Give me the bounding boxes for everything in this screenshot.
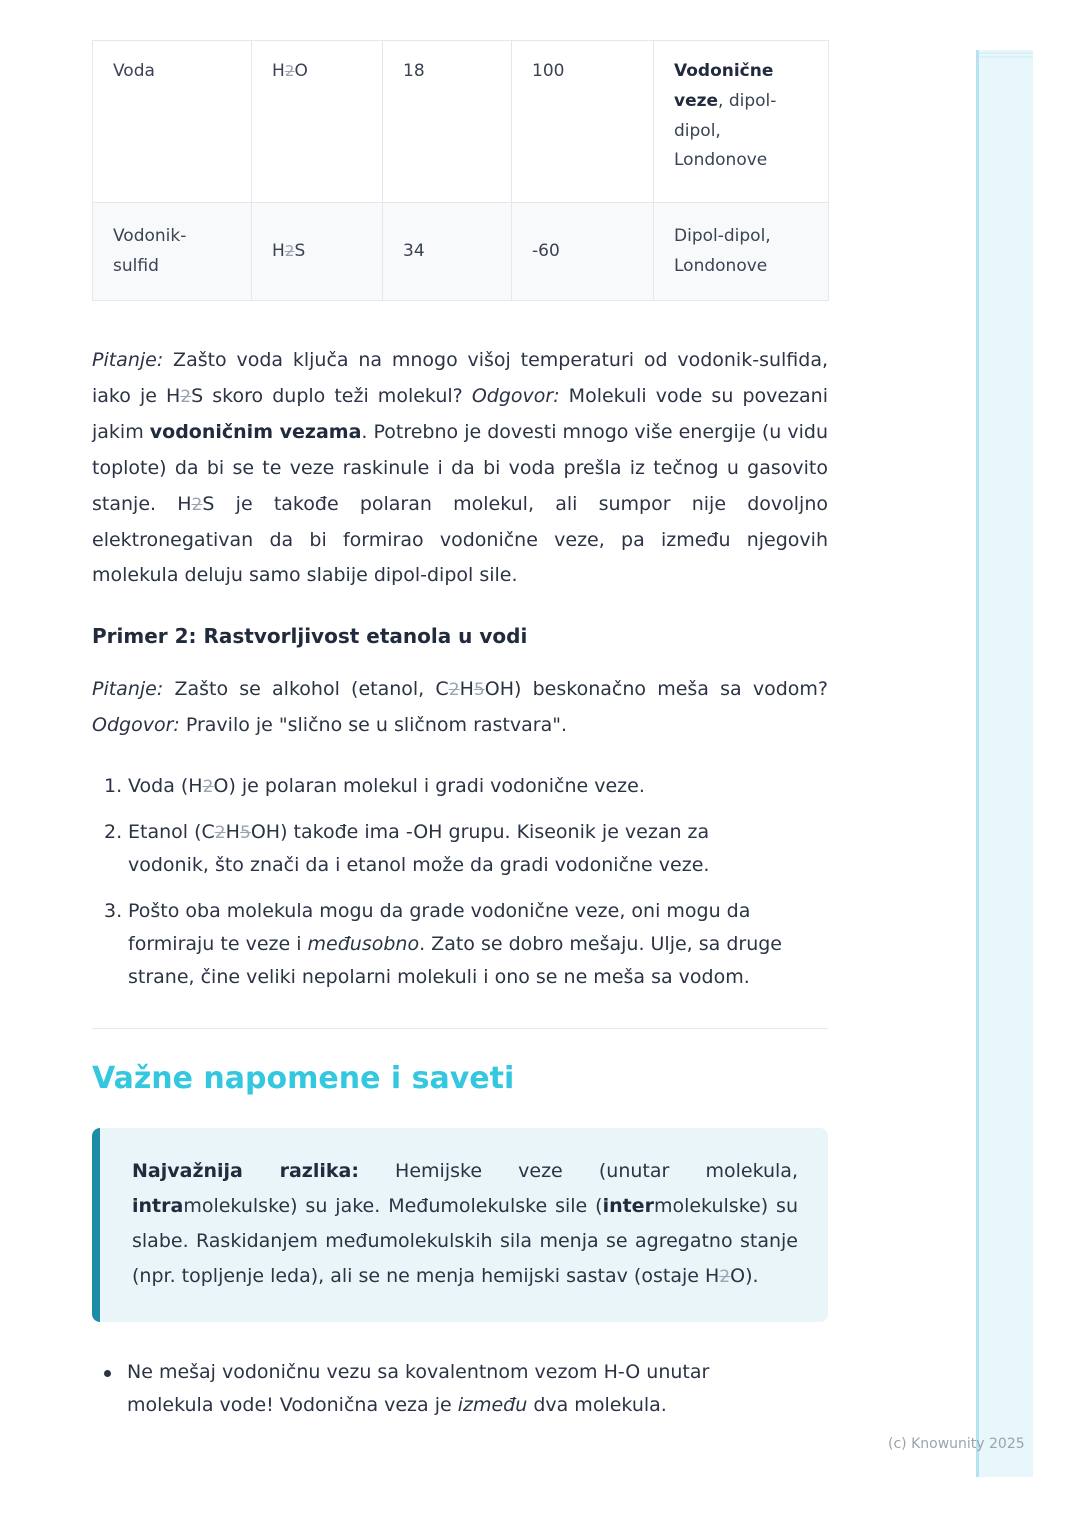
- cell-forces: Dipol-dipol, Londonove: [654, 203, 829, 301]
- cell-molar-mass: 34: [383, 203, 512, 301]
- list-item-text: Voda (H2O) je polaran molekul i gradi vodonične veze.: [128, 775, 645, 798]
- page-edge-line: [979, 52, 1033, 54]
- numbered-list: [92, 770, 828, 994]
- copyright-notice: (c) Knowunity 2025: [888, 1436, 1025, 1452]
- list-number: 2.: [104, 821, 123, 844]
- list-number: 3.: [104, 900, 123, 923]
- paragraph-question-ethanol: Pitanje: Zašto se alkohol (etanol, C2H5OH) beskonačno meša sa vodom? Odgovor: Pravilo je "slično se u sličnom rastvara".: [92, 678, 829, 737]
- cell-boiling-point: 100: [512, 41, 654, 203]
- bullet-dot-icon: [104, 1370, 111, 1377]
- cell-molar-mass: 18: [383, 41, 512, 203]
- bullet-list: [92, 1356, 828, 1422]
- important-note-callout: [92, 1128, 828, 1322]
- callout-text: Najvažnija razlika: Hemijske veze (unutar molekula, intramolekulske) su jake. Međumolekulske sile (intermolekulske) su slabe. Raskidanjem međumolekulskih sila menja se agregatno stanje (npr. topljenje leda), ali se ne menja hemijski sastav (ostaje H2O).: [132, 1160, 798, 1288]
- cell-name: Vodonik-sulfid: [93, 203, 252, 301]
- paragraph-question-water: Pitanje: Zašto voda ključa na mnogo višoj temperaturi od vodonik-sulfida, iako je H2S skoro duplo teži molekul? Odgovor: Molekuli vode su povezani jakim vodoničnim vezama. Potrebno je dovesti mnogo više energije (u vidu toplote) da bi se te veze raskinule i da bi voda prešla iz tečnog u gasovito stanje. H2S je takođe polaran molekul, ali sumpor nije dovoljno elektronegativan da bi formirao vodonične veze, pa između njegovih molekula deluju samo slabije dipol-dipol sile.: [92, 349, 828, 587]
- list-item-text: Etanol (C2H5OH) takođe ima -OH grupu. Kiseonik je vezan za vodonik, što znači da i etanol može da gradi vodonične veze.: [128, 821, 710, 877]
- list-item: [104, 895, 828, 994]
- list-item: [104, 770, 828, 803]
- compounds-table: [92, 40, 829, 301]
- cell-name: Voda: [93, 41, 252, 203]
- list-number: 1.: [104, 775, 123, 798]
- list-item: [104, 816, 828, 882]
- document-page: [92, 40, 828, 1422]
- cell-formula: H2S: [252, 203, 383, 301]
- cell-formula: H2O: [252, 41, 383, 203]
- table-row-voda: [93, 41, 829, 203]
- cell-forces: Vodonične veze, dipol-dipol, Londonove: [654, 41, 829, 203]
- primer2-heading: Primer 2: Rastvorljivost etanola u vodi: [92, 624, 528, 649]
- bullet-item-text: Ne mešaj vodoničnu vezu sa kovalentnom vezom H-O unutar molekula vode! Vodonična veza je između dva molekula.: [127, 1361, 710, 1417]
- section-heading: Važne napomene i saveti: [92, 1061, 515, 1097]
- list-item-text: Pošto oba molekula mogu da grade vodonične veze, oni mogu da formiraju te veze i međusobno. Zato se dobro mešaju. Ulje, sa druge strane, čine veliki nepolarni molekuli i ono se ne meša sa vodom.: [128, 900, 782, 989]
- cell-boiling-point: -60: [512, 203, 654, 301]
- table-row-vodonik-sulfid: [93, 203, 829, 301]
- page-edge-line: [979, 56, 1033, 58]
- bullet-item: [104, 1356, 828, 1422]
- section-divider: [92, 1028, 828, 1029]
- page-edge-strip: [976, 50, 1033, 1477]
